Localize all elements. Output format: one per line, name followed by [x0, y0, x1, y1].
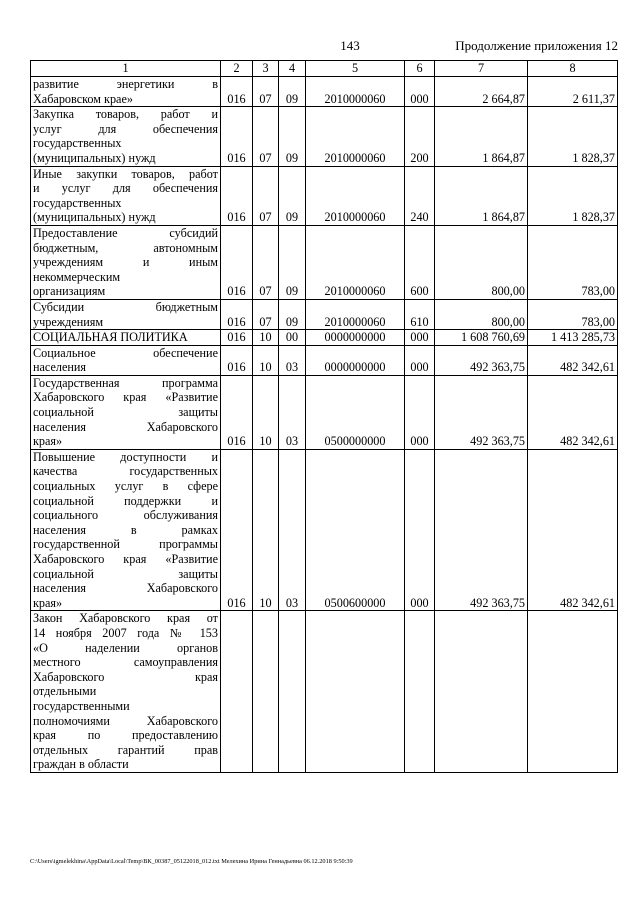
section-cell: 07 — [253, 166, 279, 225]
row-name-line: местного самоуправления — [33, 655, 218, 670]
expense-type-cell: 000 — [405, 345, 435, 375]
expense-type-cell: 000 — [405, 330, 435, 346]
row-name-line: «О наделении органов — [33, 640, 218, 655]
subsection-cell: 03 — [279, 449, 306, 611]
subsection-cell: 00 — [279, 330, 306, 346]
row-name-line: социальных услуг в сфере — [33, 479, 218, 494]
row-name-line: некоммерческим — [33, 269, 121, 284]
admin-code-cell: 016 — [221, 225, 253, 299]
row-name-line: СОЦИАЛЬНАЯ ПОЛИТИКА — [33, 330, 188, 345]
planned-amount-cell: 492 363,75 — [435, 375, 528, 449]
row-name-line: Закон Хабаровского края от — [33, 611, 218, 626]
planned-amount-cell: 492 363,75 — [435, 449, 528, 611]
admin-code-cell: 016 — [221, 299, 253, 329]
target-item-cell: 0000000000 — [306, 345, 405, 375]
column-header: 3 — [253, 61, 279, 77]
row-name-line: Субсидии бюджетным — [33, 299, 218, 314]
planned-amount-cell: 492 363,75 — [435, 345, 528, 375]
expense-type-cell — [405, 611, 435, 773]
target-item-cell: 0000000000 — [306, 330, 405, 346]
table-row — [31, 611, 618, 773]
row-name-line: Предоставление субсидий — [33, 225, 218, 240]
row-name-line: Хабаровском крае» — [33, 91, 133, 106]
admin-code-cell: 016 — [221, 330, 253, 346]
row-name-line: края» — [33, 595, 63, 610]
target-item-cell: 0500600000 — [306, 449, 405, 611]
row-name-cell — [31, 449, 221, 611]
budget-table — [30, 60, 618, 773]
admin-code-cell: 016 — [221, 107, 253, 166]
row-name-line: Иные закупки товаров, работ — [33, 166, 218, 181]
row-name-line: услуг для обеспечения — [33, 121, 218, 136]
row-name-cell — [31, 107, 221, 166]
column-header: 6 — [405, 61, 435, 77]
table-row — [31, 345, 618, 375]
expense-type-cell: 000 — [405, 449, 435, 611]
column-header: 5 — [306, 61, 405, 77]
row-name-line: развитие энергетики в — [33, 77, 218, 91]
row-name-cell — [31, 299, 221, 329]
expense-type-cell: 000 — [405, 375, 435, 449]
table-row — [31, 330, 618, 346]
target-item-cell: 2010000060 — [306, 107, 405, 166]
row-name-line: Закупка товаров, работ и — [33, 107, 218, 122]
section-cell: 07 — [253, 77, 279, 107]
row-name-line: Повышение доступности и — [33, 449, 218, 464]
file-path-footer: C:\Users\igmelekhina\AppData\Local\Temp\ВК_00387_05122018_012.txt Мелехина Ирина Геннадьевна 06.12.2018 9:50:39 — [30, 858, 353, 865]
row-name-cell — [31, 77, 221, 107]
executed-amount-cell: 482 342,61 — [528, 449, 618, 611]
section-cell: 07 — [253, 225, 279, 299]
row-name-line: (муниципальных) нужд — [33, 150, 156, 165]
row-name-cell — [31, 375, 221, 449]
admin-code-cell: 016 — [221, 375, 253, 449]
admin-code-cell: 016 — [221, 166, 253, 225]
executed-amount-cell: 1 413 285,73 — [528, 330, 618, 346]
row-name-cell — [31, 166, 221, 225]
row-name-line: населения в рамках — [33, 522, 218, 537]
row-name-line: качества государственных — [33, 464, 218, 479]
row-name-line: Хабаровского края «Развитие — [33, 390, 218, 405]
subsection-cell: 03 — [279, 345, 306, 375]
target-item-cell: 2010000060 — [306, 77, 405, 107]
subsection-cell: 09 — [279, 166, 306, 225]
expense-type-cell: 610 — [405, 299, 435, 329]
row-name-line: отдельными — [33, 684, 97, 699]
target-item-cell: 2010000060 — [306, 225, 405, 299]
admin-code-cell: 016 — [221, 77, 253, 107]
table-row — [31, 77, 618, 107]
row-name-line: государственных — [33, 195, 122, 210]
section-cell: 10 — [253, 330, 279, 346]
row-name-line: государственных — [33, 136, 122, 151]
executed-amount-cell: 2 611,37 — [528, 77, 618, 107]
target-item-cell: 2010000060 — [306, 299, 405, 329]
row-name-line: социальной поддержки и — [33, 493, 218, 508]
row-name-line: социальной защиты — [33, 405, 218, 420]
column-header: 7 — [435, 61, 528, 77]
column-header: 4 — [279, 61, 306, 77]
row-name-line: отдельных гарантий прав — [33, 742, 218, 757]
section-cell: 10 — [253, 375, 279, 449]
row-name-line: населения Хабаровского — [33, 581, 218, 596]
row-name-line: (муниципальных) нужд — [33, 210, 156, 225]
row-name-line: организациям — [33, 284, 106, 299]
expense-type-cell: 600 — [405, 225, 435, 299]
subsection-cell: 09 — [279, 299, 306, 329]
planned-amount-cell: 800,00 — [435, 225, 528, 299]
row-name-line: полномочиями Хабаровского — [33, 713, 218, 728]
subsection-cell: 09 — [279, 225, 306, 299]
subsection-cell: 03 — [279, 375, 306, 449]
planned-amount-cell: 800,00 — [435, 299, 528, 329]
column-header: 1 — [31, 61, 221, 77]
table-row — [31, 375, 618, 449]
table-row — [31, 225, 618, 299]
row-name-cell — [31, 330, 221, 346]
row-name-line: государственными — [33, 698, 130, 713]
row-name-line: бюджетным, автономным — [33, 240, 218, 255]
appendix-continuation-label: Продолжение приложения 12 — [455, 38, 618, 53]
row-name-line: учреждениям и иным — [33, 255, 218, 270]
planned-amount-cell: 1 864,87 — [435, 166, 528, 225]
row-name-line: социального обслуживания — [33, 508, 218, 523]
row-name-line: социальной защиты — [33, 566, 218, 581]
expense-type-cell: 200 — [405, 107, 435, 166]
executed-amount-cell: 1 828,37 — [528, 166, 618, 225]
row-name-line: учреждениям — [33, 314, 104, 329]
executed-amount-cell — [528, 611, 618, 773]
planned-amount-cell: 2 664,87 — [435, 77, 528, 107]
table-row — [31, 449, 618, 611]
admin-code-cell: 016 — [221, 449, 253, 611]
subsection-cell: 09 — [279, 77, 306, 107]
header-row — [31, 61, 618, 77]
table-row — [31, 299, 618, 329]
admin-code-cell: 016 — [221, 345, 253, 375]
row-name-line: 14 ноября 2007 года № 153 — [33, 625, 218, 640]
table-row — [31, 107, 618, 166]
row-name-cell — [31, 611, 221, 773]
row-name-line: Государственная программа — [33, 375, 218, 390]
row-name-line: Хабаровского края «Развитие — [33, 552, 218, 566]
planned-amount-cell: 1 608 760,69 — [435, 330, 528, 346]
target-item-cell: 0500000000 — [306, 375, 405, 449]
planned-amount-cell: 1 864,87 — [435, 107, 528, 166]
section-cell: 10 — [253, 345, 279, 375]
row-name-cell — [31, 345, 221, 375]
target-item-cell: 2010000060 — [306, 166, 405, 225]
executed-amount-cell: 482 342,61 — [528, 375, 618, 449]
row-name-cell — [31, 225, 221, 299]
row-name-line: населения Хабаровского — [33, 419, 218, 434]
expense-type-cell: 000 — [405, 77, 435, 107]
section-cell: 10 — [253, 449, 279, 611]
column-header: 8 — [528, 61, 618, 77]
subsection-cell: 09 — [279, 107, 306, 166]
page-number: 143 — [340, 38, 360, 53]
column-header: 2 — [221, 61, 253, 77]
row-name-line: государственной программы — [33, 537, 218, 552]
section-cell: 07 — [253, 107, 279, 166]
row-name-line: граждан в области — [33, 757, 129, 772]
row-name-line: Хабаровского края — [33, 669, 218, 684]
row-name-line: Социальное обеспечение — [33, 345, 218, 360]
admin-code-cell — [221, 611, 253, 773]
executed-amount-cell: 1 828,37 — [528, 107, 618, 166]
section-cell — [253, 611, 279, 773]
expense-type-cell: 240 — [405, 166, 435, 225]
row-name-line: населения — [33, 360, 87, 375]
table-row — [31, 166, 618, 225]
row-name-line: и услуг для обеспечения — [33, 181, 218, 196]
target-item-cell — [306, 611, 405, 773]
subsection-cell — [279, 611, 306, 773]
executed-amount-cell: 482 342,61 — [528, 345, 618, 375]
section-cell: 07 — [253, 299, 279, 329]
row-name-line: края по предоставлению — [33, 728, 218, 743]
row-name-line: края» — [33, 434, 63, 449]
executed-amount-cell: 783,00 — [528, 299, 618, 329]
executed-amount-cell: 783,00 — [528, 225, 618, 299]
planned-amount-cell — [435, 611, 528, 773]
